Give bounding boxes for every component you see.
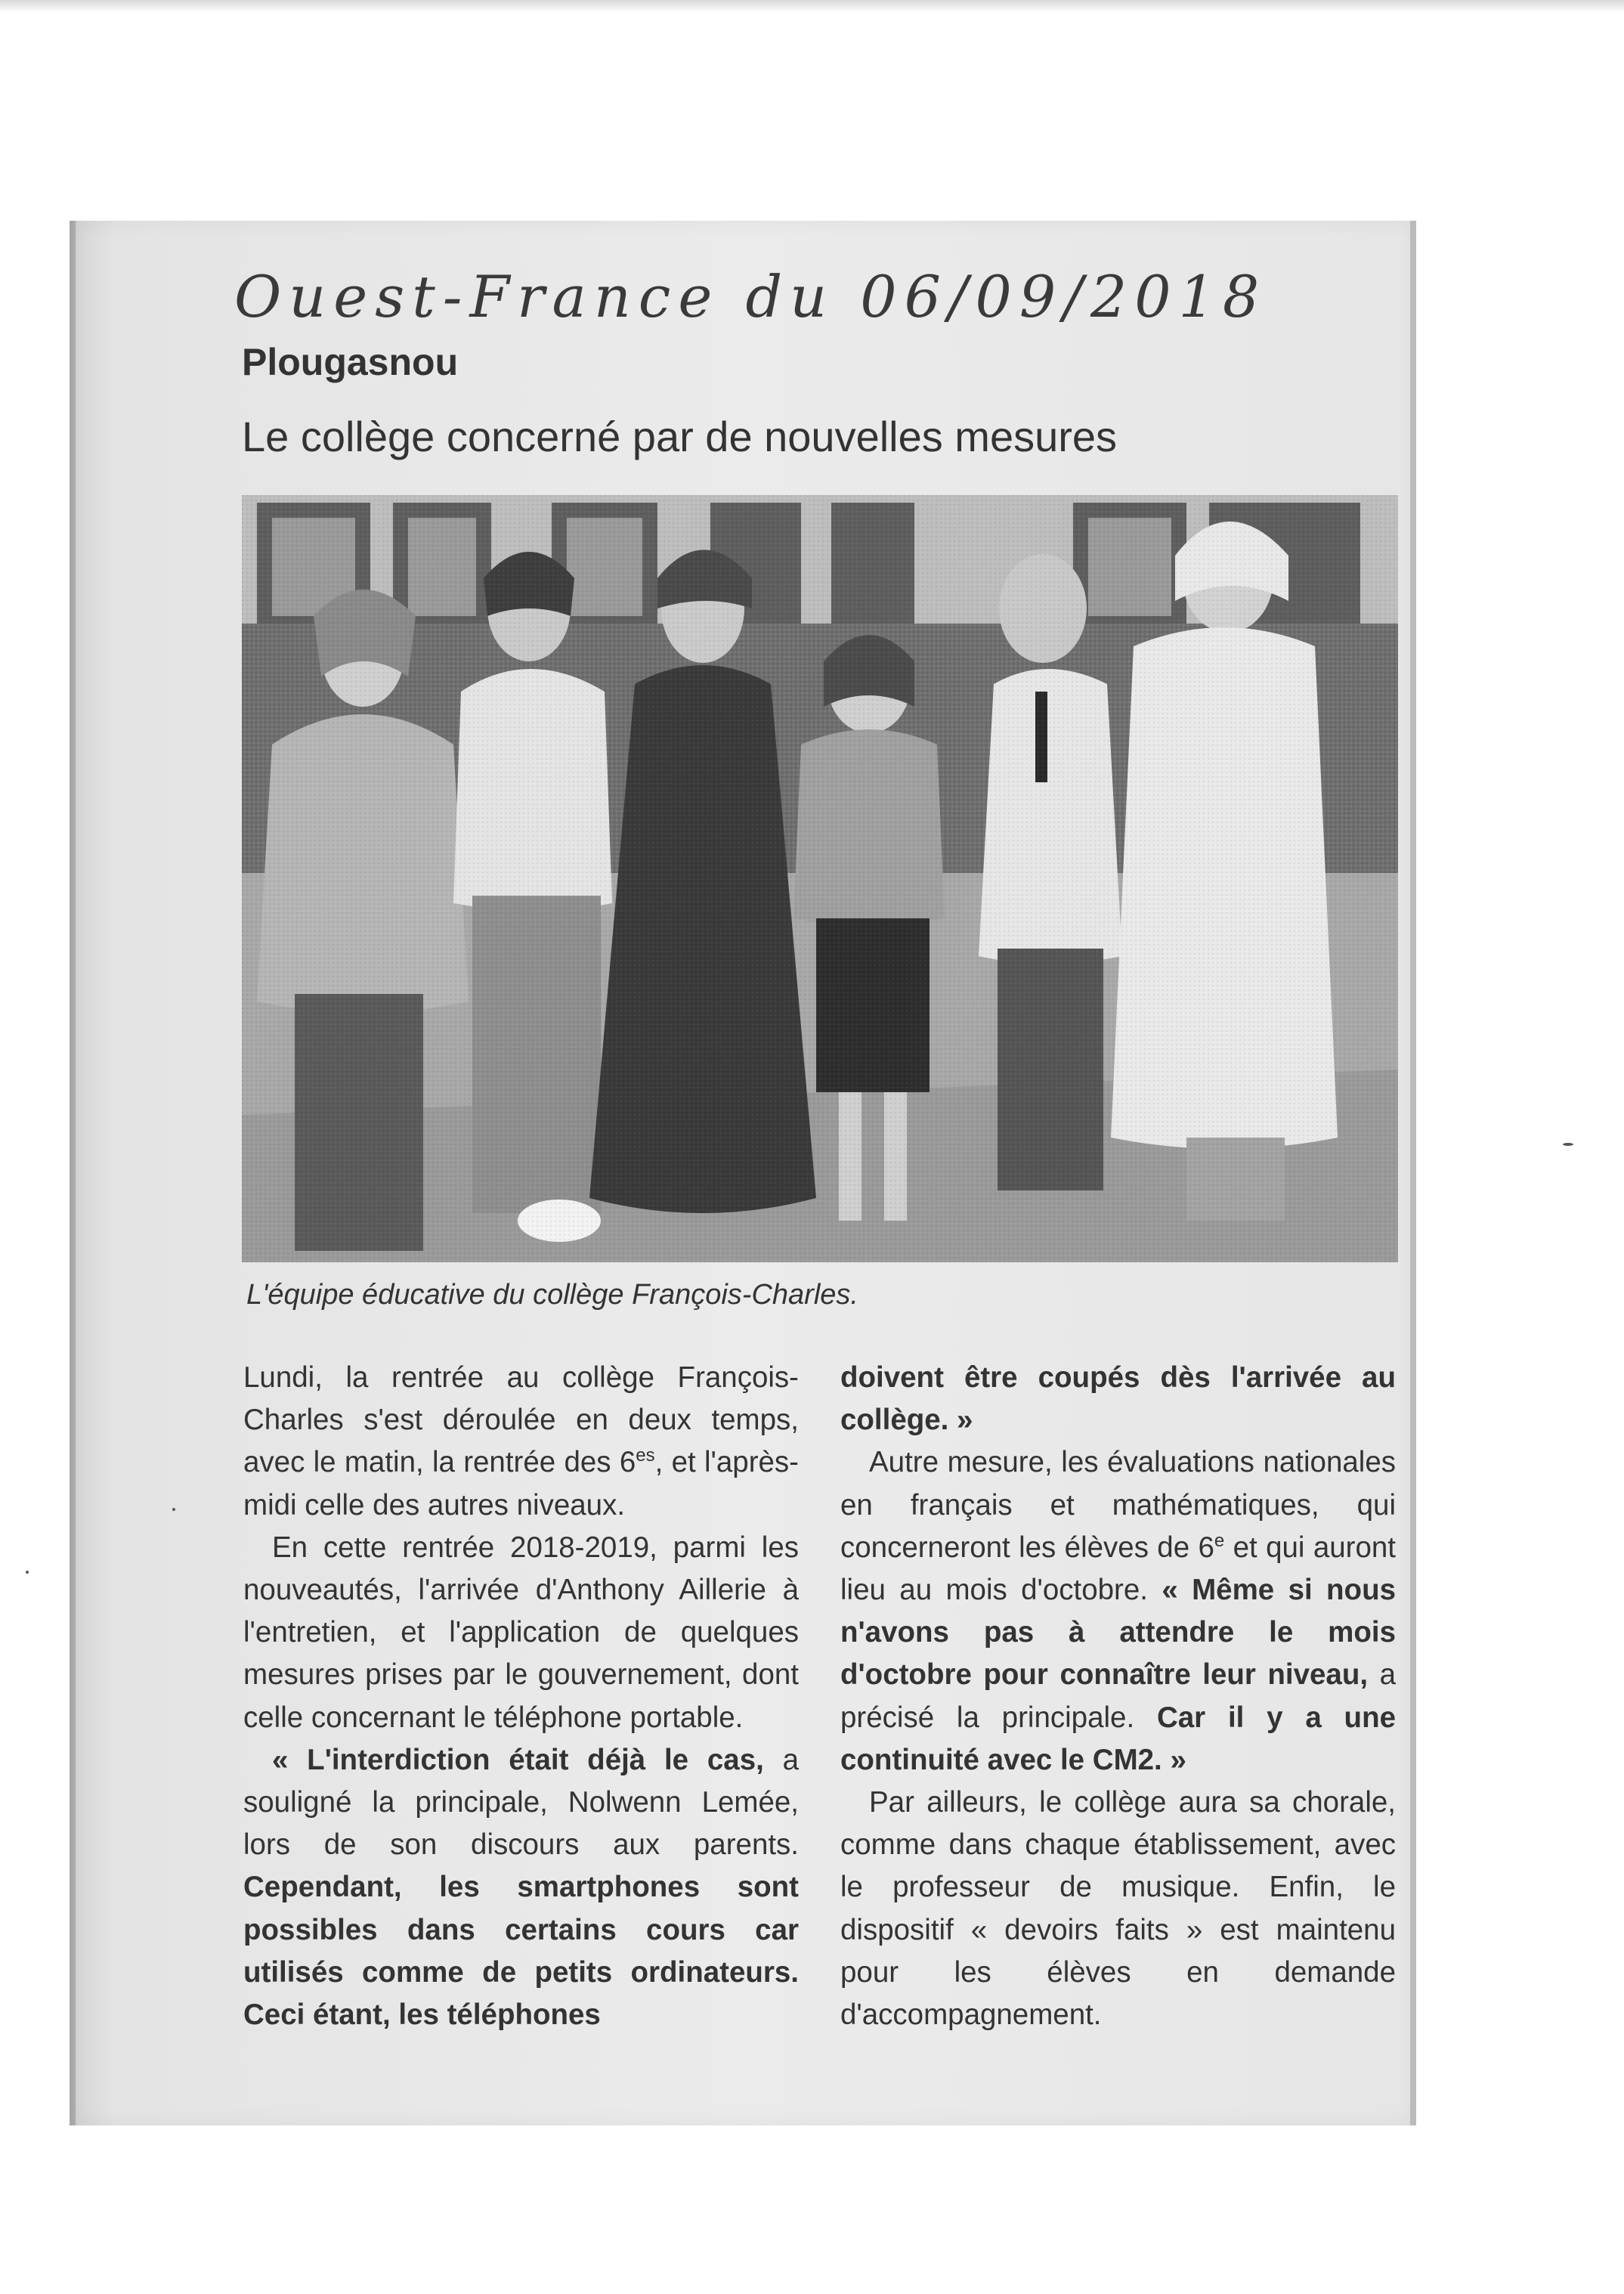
scan-speck [1563, 1143, 1573, 1146]
text-run: et qui auront lieu au mois d'octobre. [840, 1531, 1396, 1607]
text-run: Autre mesure, les évaluations nationales en français et mathématiques, qui concerneront les élèves de [840, 1446, 1396, 1564]
quote-bold: « L'interdiction était déjà le cas, [272, 1743, 764, 1776]
section-title: Plougasnou [242, 341, 459, 383]
scan-speck [172, 1508, 175, 1511]
article-column-right [840, 1357, 1396, 2036]
text-run: a souligné la principale, Nolwenn Lemée, lors de son discours aux parents. [243, 1743, 799, 1862]
paragraph [243, 1739, 799, 2036]
ordinal-suffix: e [1214, 1530, 1225, 1551]
article-column-left [243, 1357, 799, 2036]
quote-bold: Car il y a une continuité avec le CM2. » [840, 1701, 1396, 1776]
clipping-right-edge [1410, 221, 1416, 2125]
ordinal: 6 [1198, 1531, 1214, 1564]
handwritten-source-note: Ouest-France du 06/09/2018 [234, 263, 1267, 330]
text-run: a précisé la principale. [840, 1658, 1397, 1734]
clipping-left-edge [70, 221, 76, 2125]
article-photo [242, 495, 1398, 1262]
paragraph [243, 1357, 799, 1527]
paragraph: En cette rentrée 2018-2019, parmi les nouveautés, l'arrivée d'Anthony Aillerie à l'entretien, et l'application de quelques mesures prises par le gouvernement, dont celle concernant le téléphone portable. [243, 1531, 799, 1734]
ordinal-suffix: es [636, 1445, 655, 1466]
photo-caption: L'équipe éducative du collège François-Charles. [246, 1279, 858, 1311]
text-run: Lundi, la rentrée au collège François-Charles s'est déroulée en deux temps, avec le matin, la rentrée des [243, 1361, 799, 1479]
text-run: , et l'après-midi celle des autres niveaux. [243, 1446, 799, 1522]
paragraph: Par ailleurs, le collège aura sa chorale, comme dans chaque établissement, avec le professeur de musique. Enfin, le dispositif « devoirs faits » est maintenu pour les élèves en demande d'accompagnement. [840, 1786, 1396, 2032]
group-photo-illustration [242, 495, 1398, 1262]
quote-bold: « Même si nous n'avons pas à attendre le mois d'octobre pour connaître leur niveau, [840, 1574, 1396, 1692]
article-headline: Le collège concerné par de nouvelles mesures [242, 413, 1118, 460]
paragraph [840, 1441, 1396, 1782]
scan-top-edge [0, 0, 1624, 12]
scan-speck [26, 1571, 29, 1574]
quote-bold: Cependant, les smartphones sont possibles dans certains cours car utilisés comme de petits ordinateurs. Ceci étant, les téléphones [243, 1871, 799, 2032]
paragraph: doivent être coupés dès l'arrivée au collège. » [840, 1361, 1396, 1437]
ordinal: 6 [619, 1446, 636, 1479]
